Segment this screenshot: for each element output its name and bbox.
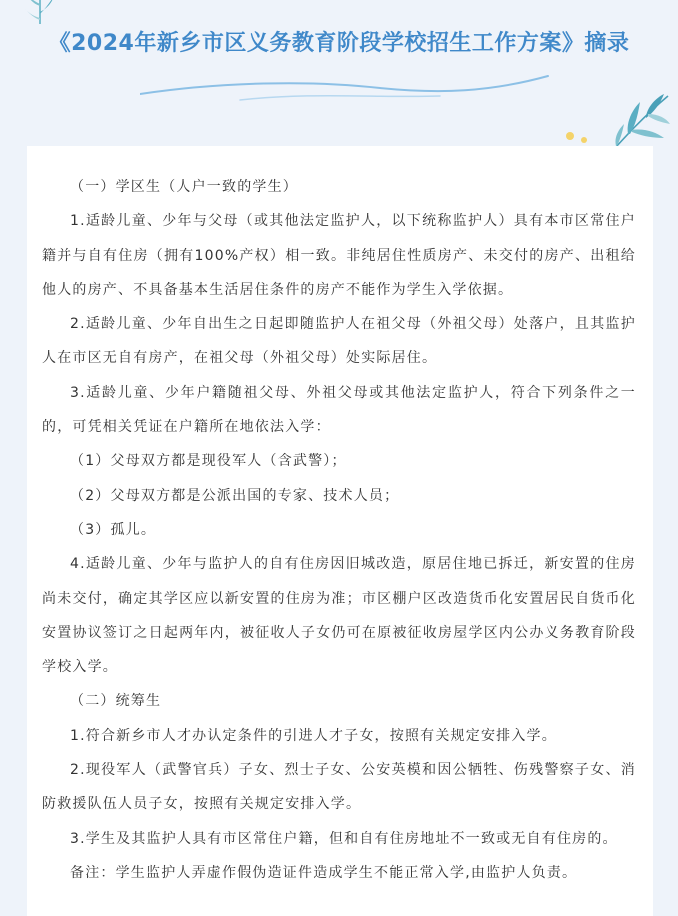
paragraph: 2.现役军人（武警官兵）子女、烈士子女、公安英模和因公牺牲、伤残警察子女、消防救援队伍人员子女，按照有关规定安排入学。 <box>42 762 636 813</box>
list-item: （3）孤儿。 <box>70 521 157 538</box>
section-heading-1: （一）学区生（人户一致的学生） <box>70 179 298 195</box>
paragraph: 1.适龄儿童、少年与父母（或其他法定监护人，以下统称监护人）具有本市区常住户籍并与自有住房（拥有100%产权）相一致。非纯居住性质房产、未交付的房产、出租给他人的房产、不具备基本生活居住条件的房产不能作为学生入学依据。 <box>42 213 636 298</box>
paragraph: 2.适龄儿童、少年自出生之日起即随监护人在祖父母（外祖父母）处落户，且其监护人在市区无自有房产，在祖父母（外祖父母）处实际居住。 <box>42 316 636 367</box>
paragraph: 4.适龄儿童、少年与监护人的自有住房因旧城改造，原居住地已拆迁，新安置的住房尚未交付，确定其学区应以新安置的住房为准；市区棚户区改造货币化安置居民自货币化安置协议签订之日起两年内，被征收人子女仍可在原被征收房屋学区内公办义务教育阶段学校入学。 <box>42 556 636 676</box>
leaf-icon <box>18 0 62 28</box>
page-title: 《2024年新乡市区义务教育阶段学校招生工作方案》摘录 <box>48 31 630 56</box>
swoosh-line-icon <box>140 72 550 106</box>
list-item: （1）父母双方都是现役军人（含武警）； <box>70 453 347 470</box>
note: 备注：学生监护人弄虚作假伪造证件造成学生不能正常入学,由监护人负责。 <box>70 864 578 881</box>
paragraph: 3.适龄儿童、少年户籍随祖父母、外祖父母或其他法定监护人，符合下列条件之一的，可凭相关凭证在户籍所在地依法入学： <box>42 384 636 436</box>
section-heading-2: （二）统筹生 <box>70 693 162 710</box>
article-body <box>42 170 636 890</box>
list-item: （2）父母双方都是公派出国的专家、技术人员； <box>70 487 400 504</box>
paragraph: 3.学生及其监护人具有市区常住户籍，但和自有住房地址不一致或无自有住房的。 <box>70 830 618 847</box>
paragraph: 1.符合新乡市人才办认定条件的引进人才子女，按照有关规定安排入学。 <box>70 727 557 744</box>
